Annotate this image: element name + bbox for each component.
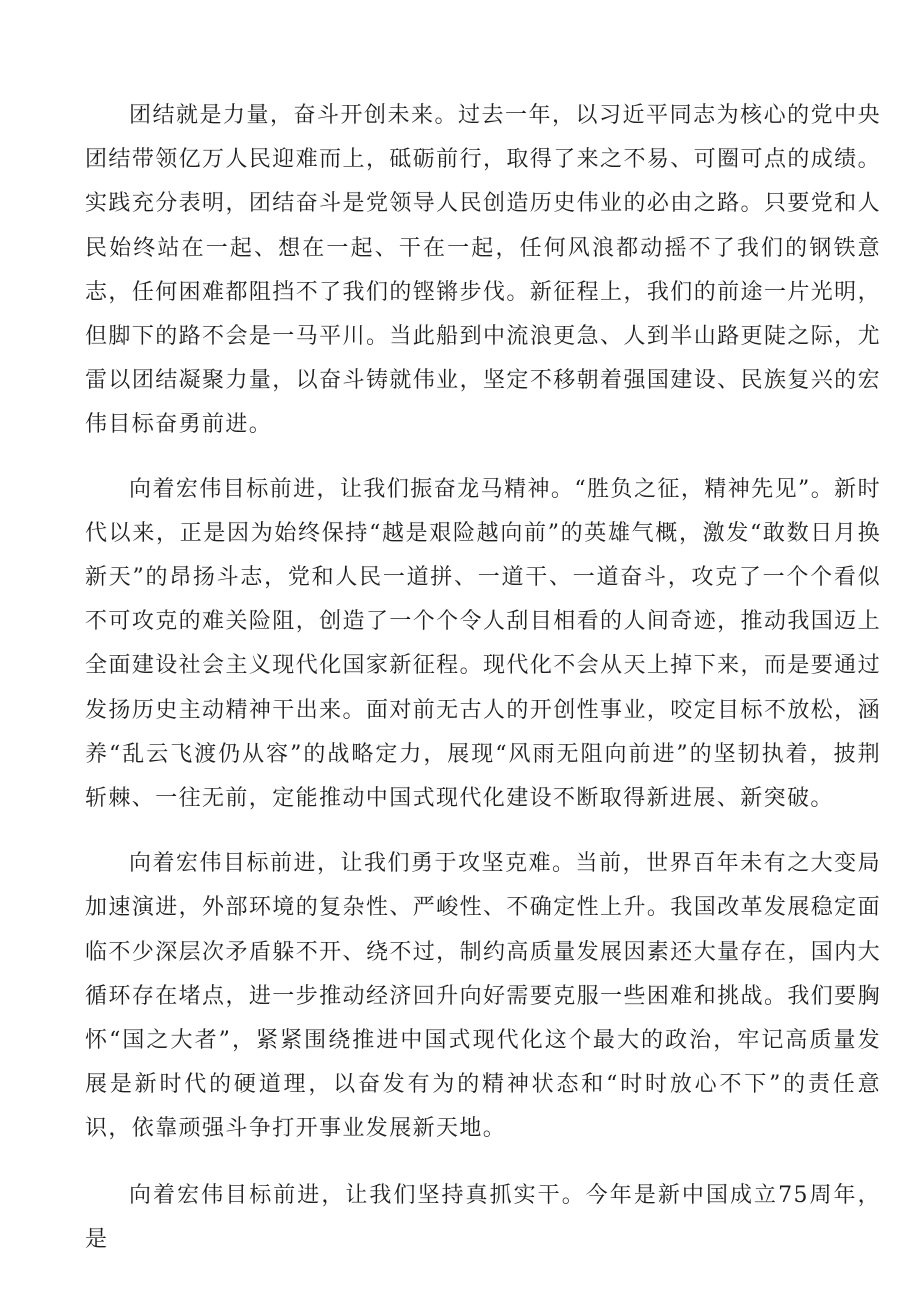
- document-body: [85, 94, 881, 1282]
- paragraph-1: 团结就是力量，奋斗开创未来。过去一年，以习近平同志为核心的党中央团结带领亿万人民迎难而上，砥砺前行，取得了来之不易、可圈可点的成绩。实践充分表明，团结奋斗是党领导人民创造历史伟业的必由之路。只要党和人民始终站在一起、想在一起、干在一起，任何风浪都动摇不了我们的钢铁意志，任何困难都阻挡不了我们的铿锵步伐。新征程上，我们的前途一片光明，但脚下的路不会是一马平川。当此船到中流浪更急、人到半山路更陡之际，尤雷以团结凝聚力量，以奋斗铸就伟业，坚定不移朝着强国建设、民族复兴的宏伟目标奋勇前进。: [85, 103, 881, 438]
- paragraph-2: 向着宏伟目标前进，让我们振奋龙马精神。“胜负之征，精神先见”。新时代以来，正是因为始终保持“越是艰险越向前”的英雄气概，激发“敢数日月换新天”的昂扬斗志，党和人民一道拼、一道干、一道奋斗，攻克了一个个看似不可攻克的难关险阻，创造了一个个令人刮目相看的人间奇迹，推动我国迈上全面建设社会主义现代化国家新征程。现代化不会从天上掉下来，而是要通过发扬历史主动精神干出来。面对前无古人的开创性事业，咬定目标不放松，涵养“乱云飞渡仍从容”的战略定力，展现“风雨无阻向前进”的坚韧执着，披荆斩棘、一往无前，定能推动中国式现代化建设不断取得新进展、新突破。: [85, 476, 881, 812]
- paragraph-4: 向着宏伟目标前进，让我们坚持真抓实干。今年是新中国成立75周年，是: [85, 1182, 881, 1252]
- paragraph-3: 向着宏伟目标前进，让我们勇于攻坚克难。当前，世界百年未有之大变局加速演进，外部环境的复杂性、严峻性、不确定性上升。我国改革发展稳定面临不少深层次矛盾躲不开、绕不过，制约高质量发展因素还大量存在，国内大循环存在堵点，进一步推动经济回升向好需要克服一些困难和挑战。我们要胸怀“国之大者”，紧紧围绕推进中国式现代化这个最大的政治，牢记高质量发展是新时代的硬道理，以奋发有为的精神状态和“时时放心不下”的责任意识，依靠顽强斗争打开事业发展新天地。: [85, 851, 881, 1142]
